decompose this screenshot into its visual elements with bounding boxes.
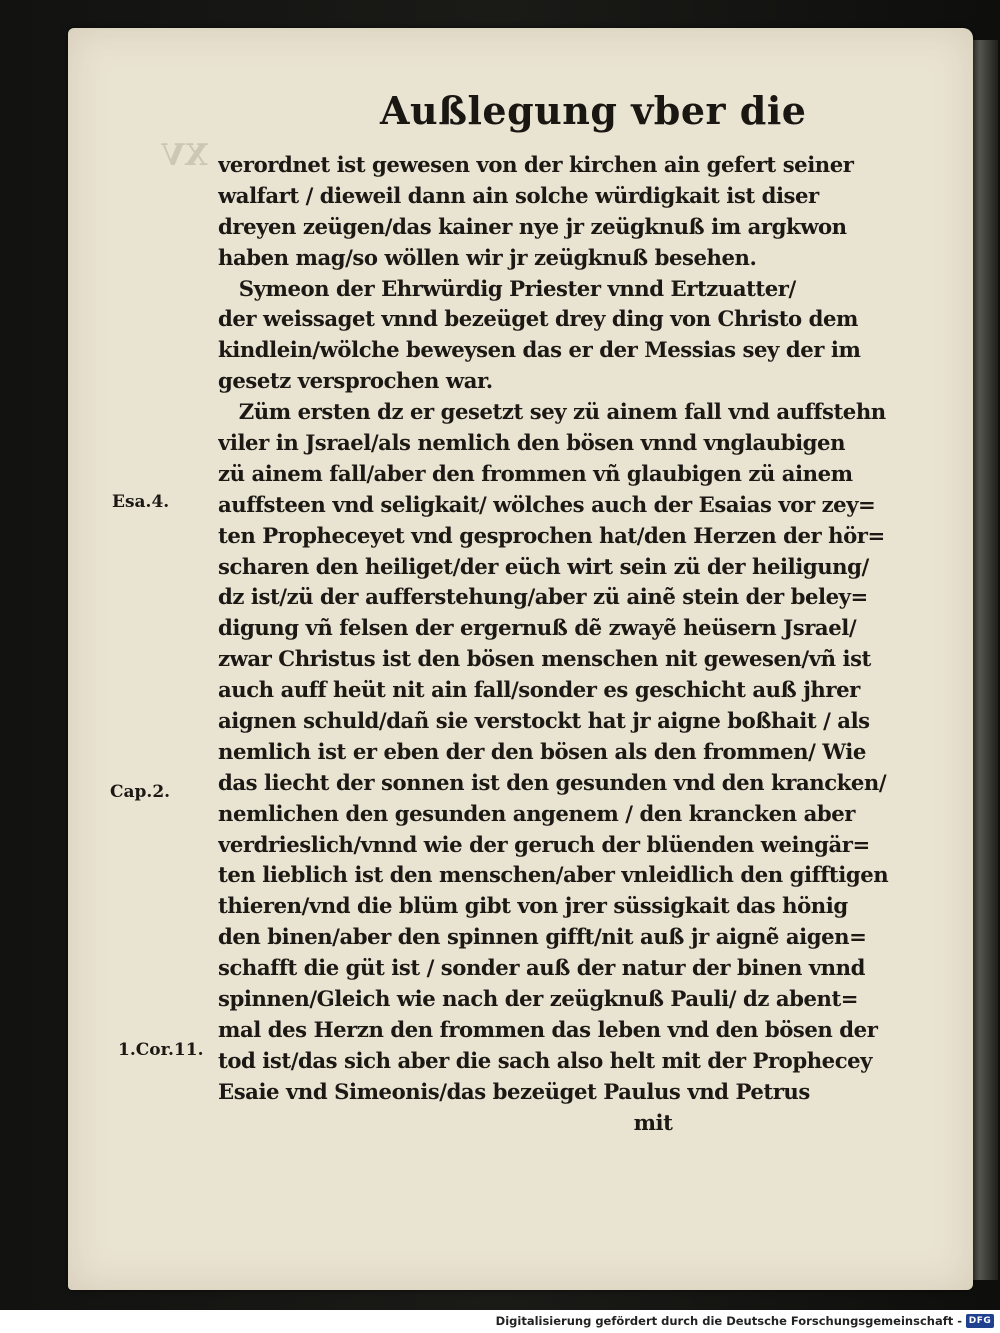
text-line: scharen den heiliget/der eüch wirt sein zü der heiligung/: [218, 553, 869, 579]
text-line: nemlich ist er eben der den bösen als den frommen/ Wie: [218, 738, 866, 764]
text-line: zü ainem fall/aber den frommen vñ glaubigen zü ainem: [218, 460, 853, 486]
text-line: kindlein/wölche beweysen das er der Messias sey der im: [218, 337, 861, 363]
text-line: den binen/aber den spinnen gifft/nit auß jr aignẽ aigen=: [218, 924, 867, 950]
text-line: digung vñ felsen der ergernuß dẽ zwayẽ heüsern Jsrael/: [218, 615, 857, 641]
text-line: zwar Christus ist den bösen menschen nit gewesen/vñ ist: [218, 646, 871, 672]
text-line: mal des Herzn den frommen das leben vnd den bösen der: [218, 1016, 878, 1042]
running-head: Außlegung vber die: [380, 88, 807, 133]
text-line: verdrieslich/vnnd wie der geruch der blüenden weingär=: [218, 831, 870, 857]
text-line: Esaie vnd Simeonis/das bezeüget Paulus vnd Petrus: [218, 1078, 810, 1104]
text-line: Symeon der Ehrwürdig Priester vnnd Ertzuatter/: [218, 275, 796, 301]
text-line: auch auff heüt nit ain fall/sonder es geschicht auß jhrer: [218, 677, 860, 703]
text-line: das liecht der sonnen ist den gesunden vnd den krancken/: [218, 769, 887, 795]
text-line: haben mag/so wöllen wir jr zeügknuß besehen.: [218, 244, 757, 270]
text-line: spinnen/Gleich wie nach der zeügknuß Pauli/ dz abent=: [218, 986, 859, 1012]
text-line: dreyen zeügen/das kainer nye jr zeügknuß im argkwon: [218, 213, 847, 239]
text-line: schafft die güt ist / sonder auß der natur der binen vnnd: [218, 955, 865, 981]
text-line: Züm ersten dz er gesetzt sey zü ainem fall vnd auffstehn: [218, 399, 886, 425]
text-line: walfart / dieweil dann ain solche würdigkait ist diser: [218, 182, 819, 208]
show-through-mark: XV: [161, 138, 208, 173]
text-line: ten Propheceyet vnd gesprochen hat/den Herzen der hör=: [218, 522, 885, 548]
text-line: auffsteen vnd seligkait/ wölches auch der Esaias vor zey=: [218, 491, 876, 517]
text-line: gesetz versprochen war.: [218, 368, 493, 394]
text-line: aignen schuld/dañ sie verstockt hat jr aigne boßhait / als: [218, 708, 870, 734]
body-text: [218, 150, 933, 1139]
text-line: der weissaget vnnd bezeüget drey ding von Christo dem: [218, 306, 859, 332]
text-line: thieren/vnd die blüm gibt von jrer süssigkait das hönig: [218, 893, 848, 919]
margin-note-esa: Esa.4.: [112, 492, 170, 512]
footer-credit: Digitalisierung gefördert durch die Deutsche Forschungsgemeinschaft -: [495, 1314, 962, 1328]
text-line: dz ist/zü der aufferstehung/aber zü ainẽ stein der beley=: [218, 584, 868, 610]
text-line: viler in Jsrael/als nemlich den bösen vnnd vnglaubigen: [218, 430, 846, 456]
footer-bar: [0, 1310, 1000, 1333]
text-line: ten lieblich ist den menschen/aber vnleidlich den gifftigen: [218, 862, 889, 888]
text-line: tod ist/das sich aber die sach also helt mit der Prophecey: [218, 1047, 873, 1073]
text-line: mit: [218, 1109, 673, 1135]
dfg-logo: DFG: [966, 1314, 994, 1328]
margin-note-cor: 1.Cor.11.: [118, 1040, 204, 1060]
margin-note-cap: Cap.2.: [110, 782, 171, 802]
text-line: verordnet ist gewesen von der kirchen ain gefert seiner: [218, 152, 854, 177]
text-line: nemlichen den gesunden angenem / den krancken aber: [218, 800, 855, 826]
